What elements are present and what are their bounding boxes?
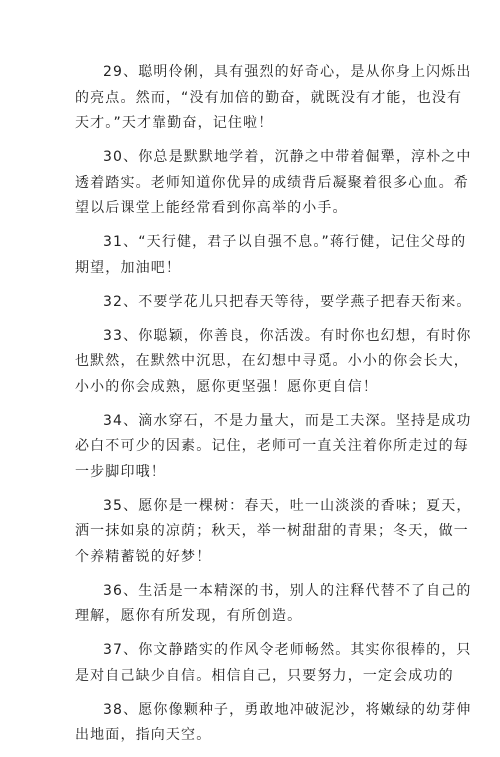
paragraph-line: 33、你聪颖，你善良，你活泼。有时你也幻想，有时你 — [103, 327, 472, 344]
paragraph-line: 望以后课堂上能经常看到你高举的小手。 — [75, 200, 348, 216]
paragraph-line: 必白不可少的因素。记住，老师可一直关注着你所走过的每 — [75, 438, 469, 454]
paragraph-31 — [75, 230, 467, 281]
paragraph-36 — [75, 579, 472, 630]
paragraph-line: 期望，加油吧！ — [75, 259, 182, 276]
paragraph-line: 29、聪明伶俐，具有强烈的好奇心，是从你身上闪烁出 — [103, 64, 472, 80]
document-page — [75, 60, 472, 757]
paragraph-line: 的亮点。然而，“没有加倍的勤奋，就既没有才能，也没有 — [75, 89, 463, 106]
paragraph-line: 30、你总是默默地学着，沉静之中带着倔犟，淳朴之中 — [103, 149, 472, 165]
paragraph-32 — [75, 290, 472, 316]
paragraph-line: 出地面，指向天空。 — [75, 727, 212, 743]
paragraph-line: 35、愿你是一棵树：春天，吐一山淡淡的香味；夏天， — [103, 497, 472, 514]
paragraph-38 — [75, 698, 472, 749]
paragraph-line: 一步脚印哦！ — [75, 463, 166, 480]
paragraph-33 — [75, 324, 472, 401]
paragraph-line: 是对自己缺少自信。相信自己，只要努力，一定会成功的 — [75, 667, 454, 684]
paragraph-34 — [75, 409, 472, 486]
paragraph-line: 洒一抹如泉的凉荫；秋天，举一树甜甜的青果；冬天，做一 — [75, 523, 469, 539]
paragraph-30 — [75, 145, 472, 222]
paragraph-line: 36、生活是一本精深的书，别人的注释代替不了自己的 — [103, 582, 472, 599]
paragraph-35 — [75, 494, 472, 571]
paragraph-line: 32、不要学花儿只把春天等待，要学燕子把春天衔来。 — [103, 293, 472, 310]
paragraph-line: 38、愿你像颗种子，勇敢地冲破泥沙，将嫩绿的幼芽伸 — [103, 701, 472, 718]
paragraph-29 — [75, 60, 472, 137]
paragraph-line: 理解，愿你有所发现，有所创造。 — [75, 608, 303, 624]
paragraph-37 — [75, 638, 472, 689]
paragraph-line: 34、滴水穿石，不是力量大，而是工夫深。坚持是成功 — [103, 412, 472, 429]
paragraph-line: 37、你文静踏实的作风令老师畅然。其实你很棒的，只 — [103, 642, 472, 658]
paragraph-line: 也默然，在默然中沉思，在幻想中寻觅。小小的你会长大， — [75, 353, 469, 369]
paragraph-line: 透着踏实。老师知道你优异的成绩背后凝聚着很多心血。希 — [75, 174, 469, 191]
paragraph-line: 31、“天行健，君子以自强不息。”蒋行健，记住父母的 — [103, 234, 467, 250]
paragraph-line: 个养精蓄锐的好梦！ — [75, 548, 212, 565]
paragraph-line: 小小的你会成熟，愿你更坚强！愿你更自信！ — [75, 378, 378, 395]
paragraph-line: 天才。”天才靠勤奋，记住啦！ — [75, 115, 274, 131]
